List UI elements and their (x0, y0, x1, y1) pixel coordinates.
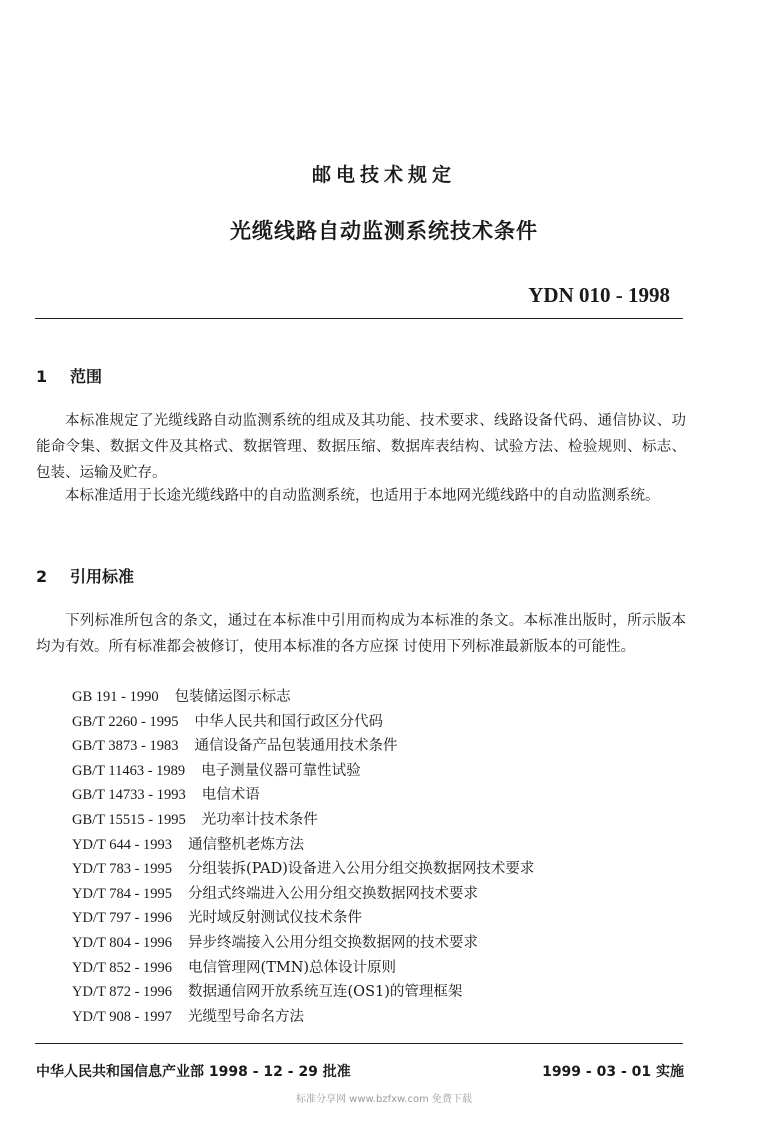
list-item (72, 956, 534, 981)
reference-code: YD/T 908 - 1997 (72, 1008, 173, 1025)
reference-name: 中华人民共和国行政区分代码 (194, 713, 383, 730)
document-title: 光缆线路自动监测系统技术条件 (230, 219, 538, 243)
reference-code: GB/T 3873 - 1983 (72, 738, 179, 755)
reference-name: 包装储运图示标志 (174, 689, 291, 705)
standard-code: YDN 010 - 1998 (528, 283, 670, 307)
reference-name: 通信整机老炼方法 (188, 836, 305, 853)
reference-name: 分组装拆(PAD)设备进入公用分组交换数据网技术要求 (188, 861, 535, 878)
reference-code: YD/T 797 - 1996 (72, 910, 173, 927)
reference-code: YD/T 872 - 1996 (72, 984, 173, 1001)
reference-code: YD/T 783 - 1995 (72, 861, 173, 878)
reference-code: YD/T 644 - 1993 (72, 836, 173, 853)
list-item (72, 980, 534, 1005)
reference-code: YD/T 804 - 1996 (72, 934, 173, 951)
implementation-date: 1999 - 03 - 01 实施 (542, 1064, 684, 1080)
reference-name: 电子测量仪器可靠性试验 (201, 762, 361, 779)
list-item (72, 808, 534, 833)
footer-divider (35, 1043, 683, 1044)
reference-name: 电信管理网(TMN)总体设计原则 (188, 959, 397, 976)
section-number: 2 (36, 567, 48, 586)
reference-name: 异步终端接入公用分组交换数据网的技术要求 (188, 934, 479, 951)
reference-code: GB 191 - 1990 (72, 689, 159, 705)
reference-name: 光缆型号命名方法 (188, 1008, 305, 1025)
list-item (72, 710, 534, 735)
reference-name: 光时域反射测试仪技术条件 (188, 910, 363, 927)
watermark-text: 标准分享网 www.bzfxw.com 免费下载 (296, 1094, 472, 1105)
section-2-paragraph-1: 下列标准所包含的条文，通过在本标准中引用而构成为本标准的条文。本标准出版时，所示版本均为有效。所有标准都会被修订，使用本标准的各方应探 讨使用下列标准最新版本的可能性。 (36, 613, 686, 655)
reference-name: 光功率计技术条件 (201, 811, 318, 828)
list-item (72, 857, 534, 882)
reference-code: GB/T 15515 - 1995 (72, 811, 186, 828)
list-item (72, 906, 534, 931)
section-1-paragraph-2: 本标准适用于长途光缆线路中的自动监测系统，也适用于本地网光缆线路中的自动监测系统。 (65, 488, 660, 504)
reference-list (72, 685, 534, 1029)
list-item (72, 759, 534, 784)
list-item (72, 1005, 534, 1030)
section-title: 引用标准 (70, 567, 135, 586)
reference-code: GB/T 11463 - 1989 (72, 762, 186, 779)
section-title: 范围 (70, 367, 103, 386)
reference-name: 数据通信网开放系统互连(OS1)的管理框架 (188, 984, 463, 1001)
list-item (72, 783, 534, 808)
reference-code: GB/T 14733 - 1993 (72, 787, 186, 804)
reference-code: YD/T 852 - 1996 (72, 959, 173, 976)
section-1-paragraph-1: 本标准规定了光缆线路自动监测系统的组成及其功能、技术要求、线路设备代码、通信协议、功能命令集、数据文件及其格式、数据管理、数据压缩、数据库表结构、试验方法、检验规则、标志、包装、运输及贮存。 (36, 413, 686, 481)
reference-name: 通信设备产品包装通用技术条件 (194, 738, 398, 755)
section-number: 1 (36, 367, 48, 386)
reference-code: YD/T 784 - 1995 (72, 885, 173, 902)
reference-name: 电信术语 (201, 787, 260, 804)
list-item (72, 931, 534, 956)
list-item (72, 833, 534, 858)
document-category: 邮电技术规定 (311, 164, 456, 186)
list-item (72, 685, 534, 710)
header-divider (35, 318, 683, 319)
reference-name: 分组式终端进入公用分组交换数据网技术要求 (188, 885, 479, 902)
list-item (72, 882, 534, 907)
approval-line: 中华人民共和国信息产业部 1998 - 12 - 29 批准 (36, 1064, 351, 1080)
list-item (72, 734, 534, 759)
reference-code: GB/T 2260 - 1995 (72, 713, 179, 730)
section-1-heading (36, 364, 102, 387)
section-2-heading (36, 564, 134, 587)
